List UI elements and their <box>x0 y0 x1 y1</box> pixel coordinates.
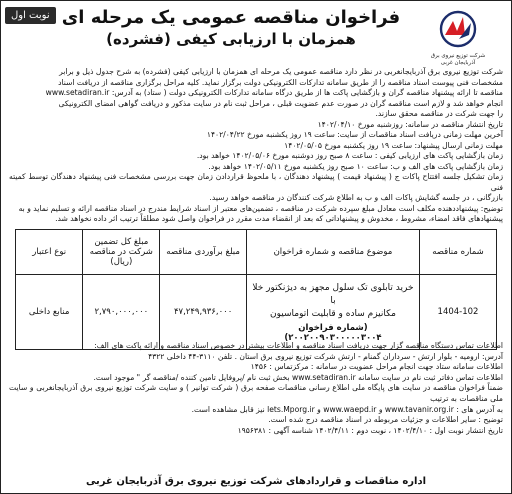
logo-line-2: آذربایجان غربی <box>440 60 476 66</box>
title-line-1: فراخوان مناقصه عمومی یک مرحله ای <box>61 7 401 28</box>
col-header-credit: نوع اعتبار <box>16 230 83 275</box>
footer-line: توضیح : سایر اطلاعات و جزئیات مربوطه در اسناد مناقصه درج شده است. <box>268 415 503 425</box>
cell-credit: منابع داخلی <box>16 275 83 350</box>
cell-number: 1404-102 <box>420 275 497 350</box>
date-line: زمان بازگشایی پاکت های الف و ب: ساعت ۱۰ صبح روز یکشنبه مورخ ۱۴۰۲/۰۵/۱۱ خواهد بود. <box>208 161 503 171</box>
date-line: آخرین مهلت زمانی دریافت اسناد مناقصات از سایت: ساعت ۱۹ روز یکشنبه مورخ ۱۴۰۲/۰۴/۲۲ <box>206 130 503 139</box>
footer-line: اطلاعات تماس دفاتر ثبت نام در سایت سامانه www.setadiran.ir بخش ثبت نام /پروفایل تامین کننده /مناقصه گر " موجود است. <box>93 372 503 382</box>
tender-table <box>15 229 497 350</box>
date-line: بازرگانی ، در جلسه گشایش پاکات الف و ب به اطلاع شرکت کنندگان در مناقصه خواهد رسید. <box>209 193 503 202</box>
date-line: زمان تشکیل جلسه افتتاح پاکات ج ( پیشنهاد قیمت ) پیشنهاد دهندگان ، با ملحوظ قراردادن زمان جهت بررسی مشخصات فنی پیشنهاد دهندگان توسط کمیته فنی <box>9 172 503 192</box>
table-header-row <box>16 230 497 275</box>
call-number: (شماره فراخوان ۲۰۰۲۰۰۹۰۳۰۰۰۰۰۳۰۰۴) <box>284 322 382 343</box>
cell-subject <box>246 275 419 350</box>
power-company-logo-icon <box>435 9 481 49</box>
notice-body <box>9 67 503 225</box>
intro-line: انجام خواهد شد و لازم است مناقصه گران در صورت عدم عضویت قبلی ، مراحل ثبت نام در سایت مذکور و دریافت گواهی امضای الکترونیکی <box>58 98 503 108</box>
col-header-subject: موضوع مناقصه و شماره فراخوان <box>246 230 419 275</box>
footer-line: به آدرس های : www.tavanir.org.ir و www.waepd.ir و lets.Mporg.ir نیز قابل مشاهده است. <box>191 404 503 414</box>
subject-line-2: مکانیزم ساده و قابلیت اتوماسیون <box>270 308 396 319</box>
date-line: مهلت زمانی ارسال پیشنهاد: ساعت ۱۹ روز یکشنبه مورخ ۱۴۰۲/۰۵/۰۵ <box>284 140 503 150</box>
col-header-estimate: مبلغ برآوردی مناقصه <box>160 230 247 275</box>
col-header-number: شماره مناقصه <box>420 230 497 275</box>
first-publication-badge: نوبت اول <box>5 7 56 24</box>
table-row <box>16 275 497 350</box>
cell-guarantee: ۲,۷۹۰,۰۰۰,۰۰۰ <box>83 275 160 350</box>
date-line: زمان بازگشایی پاکت های ارزیابی کیفی : ساعت ۸ صبح روز دوشنبه مورخ ۱۴۰۲/۰۵/۰۶ خواهد بود. <box>196 151 503 160</box>
notice-footer <box>9 341 503 436</box>
notice-title <box>61 7 401 49</box>
date-line: پیشنهادهای فاقد امضاء، مشروط ، مخدوش و پیشنهاداتی که بعد از انقضاء مدت مقرر در فراخوان واصل شود مطلقاً ترتیب اثر داده نخواهد شد. <box>55 214 503 223</box>
issuer-signature: اداره مناقصات و قراردادهای شرکت توزیع نیروی برق آذربایجان غربی <box>85 476 427 487</box>
date-line: تاریخ انتشار مناقصه در سامانه: روزشنبه مورخ ۱۴۰۲/۰۴/۱۰ <box>317 119 503 129</box>
company-logo <box>413 9 503 71</box>
footer-line: آدرس: ارومیه - بلوار ارتش - سرداران گمنام - ارتش شرکت توزیع نیروی برق استان . تلفن ۳۱۱۰-۴۴ داخلی ۴۳۲۲ <box>148 351 503 361</box>
intro-line: مناقصه تا ارائه پیشنهاد مناقصه گران و بازگشایی پاکت ها از طریق درگاه سامانه تدارکات الکترونیکی دولت ( ستاد) به آدرس: www.setadiran.ir <box>45 88 503 97</box>
intro-line: را جهت شرکت در مناقصه محقق سازند. <box>375 109 503 118</box>
col-header-guarantee: مبلغ کل تضمین شرکت در مناقصه (ریال) <box>83 230 160 275</box>
footer-line: تاریخ انتشار نوبت اول : ۱۴۰۲/۴/۱۰ ، نوبت دوم : ۱۴۰۲/۴/۱۱ شناسه آگهی : ۱۹۵۶۳۸۱ <box>237 425 503 435</box>
cell-estimate: ۴۷,۲۴۹,۹۳۶,۰۰۰ <box>160 275 247 350</box>
logo-line-1: شرکت توزیع نیروی برق <box>430 53 486 59</box>
subject-line-1: خرید تابلوی تک سلول مجهز به دیژنکتور خلا با <box>252 282 414 306</box>
date-line: توضیح: پیشنهاددهنده مکلف است معادل مبلغ سپرده شرکت در مناقصه ، تضمین‌های معتبر از اسناد شرایط مندرج در اسناد مناقصه ارائه و تسلیم نماید و به <box>18 203 503 213</box>
footer-line: اطلاعات سامانه ستاد جهت انجام مراحل عضویت در سامانه : مرکزتماس : ۱۴۵۶ <box>250 362 503 372</box>
title-line-2: همزمان با ارزیابی کیفی (فشرده) <box>106 30 356 48</box>
footer-line: اطلاعات تماس دستگاه مناقصه گزار جهت دریافت اسناد مناقصه و اطلاعات بیشتر در خصوص اسناد مناقصه و ارائه پاکت های الف: <box>94 341 503 350</box>
intro-line: شرکت توزیع نیروی برق آذربایجانغربی در نظر دارد مناقصه عمومی یک مرحله ای همزمان با ارزیابی کیفی (فشرده) به شرح جدول ذیل و برابر <box>59 67 503 76</box>
intro-line: مشخصات فنی پیوست اسناد مناقصه را از طریق سامانه تدارکات الکترونیکی دولت برگزار نماید. کلیه مراحل برگزاری مناقصه از دریافت اسناد <box>58 77 503 87</box>
footer-line: ضمناً فراخوان مناقصه در سایت های پایگاه ملی اطلاع رسانی مناقصات صفحه برق ( شرکت توانیر ) و سایت شرکت توزیع نیروی برق آذربایجانغربی و سایت ملی مناقصات به ترتیب <box>9 383 503 403</box>
